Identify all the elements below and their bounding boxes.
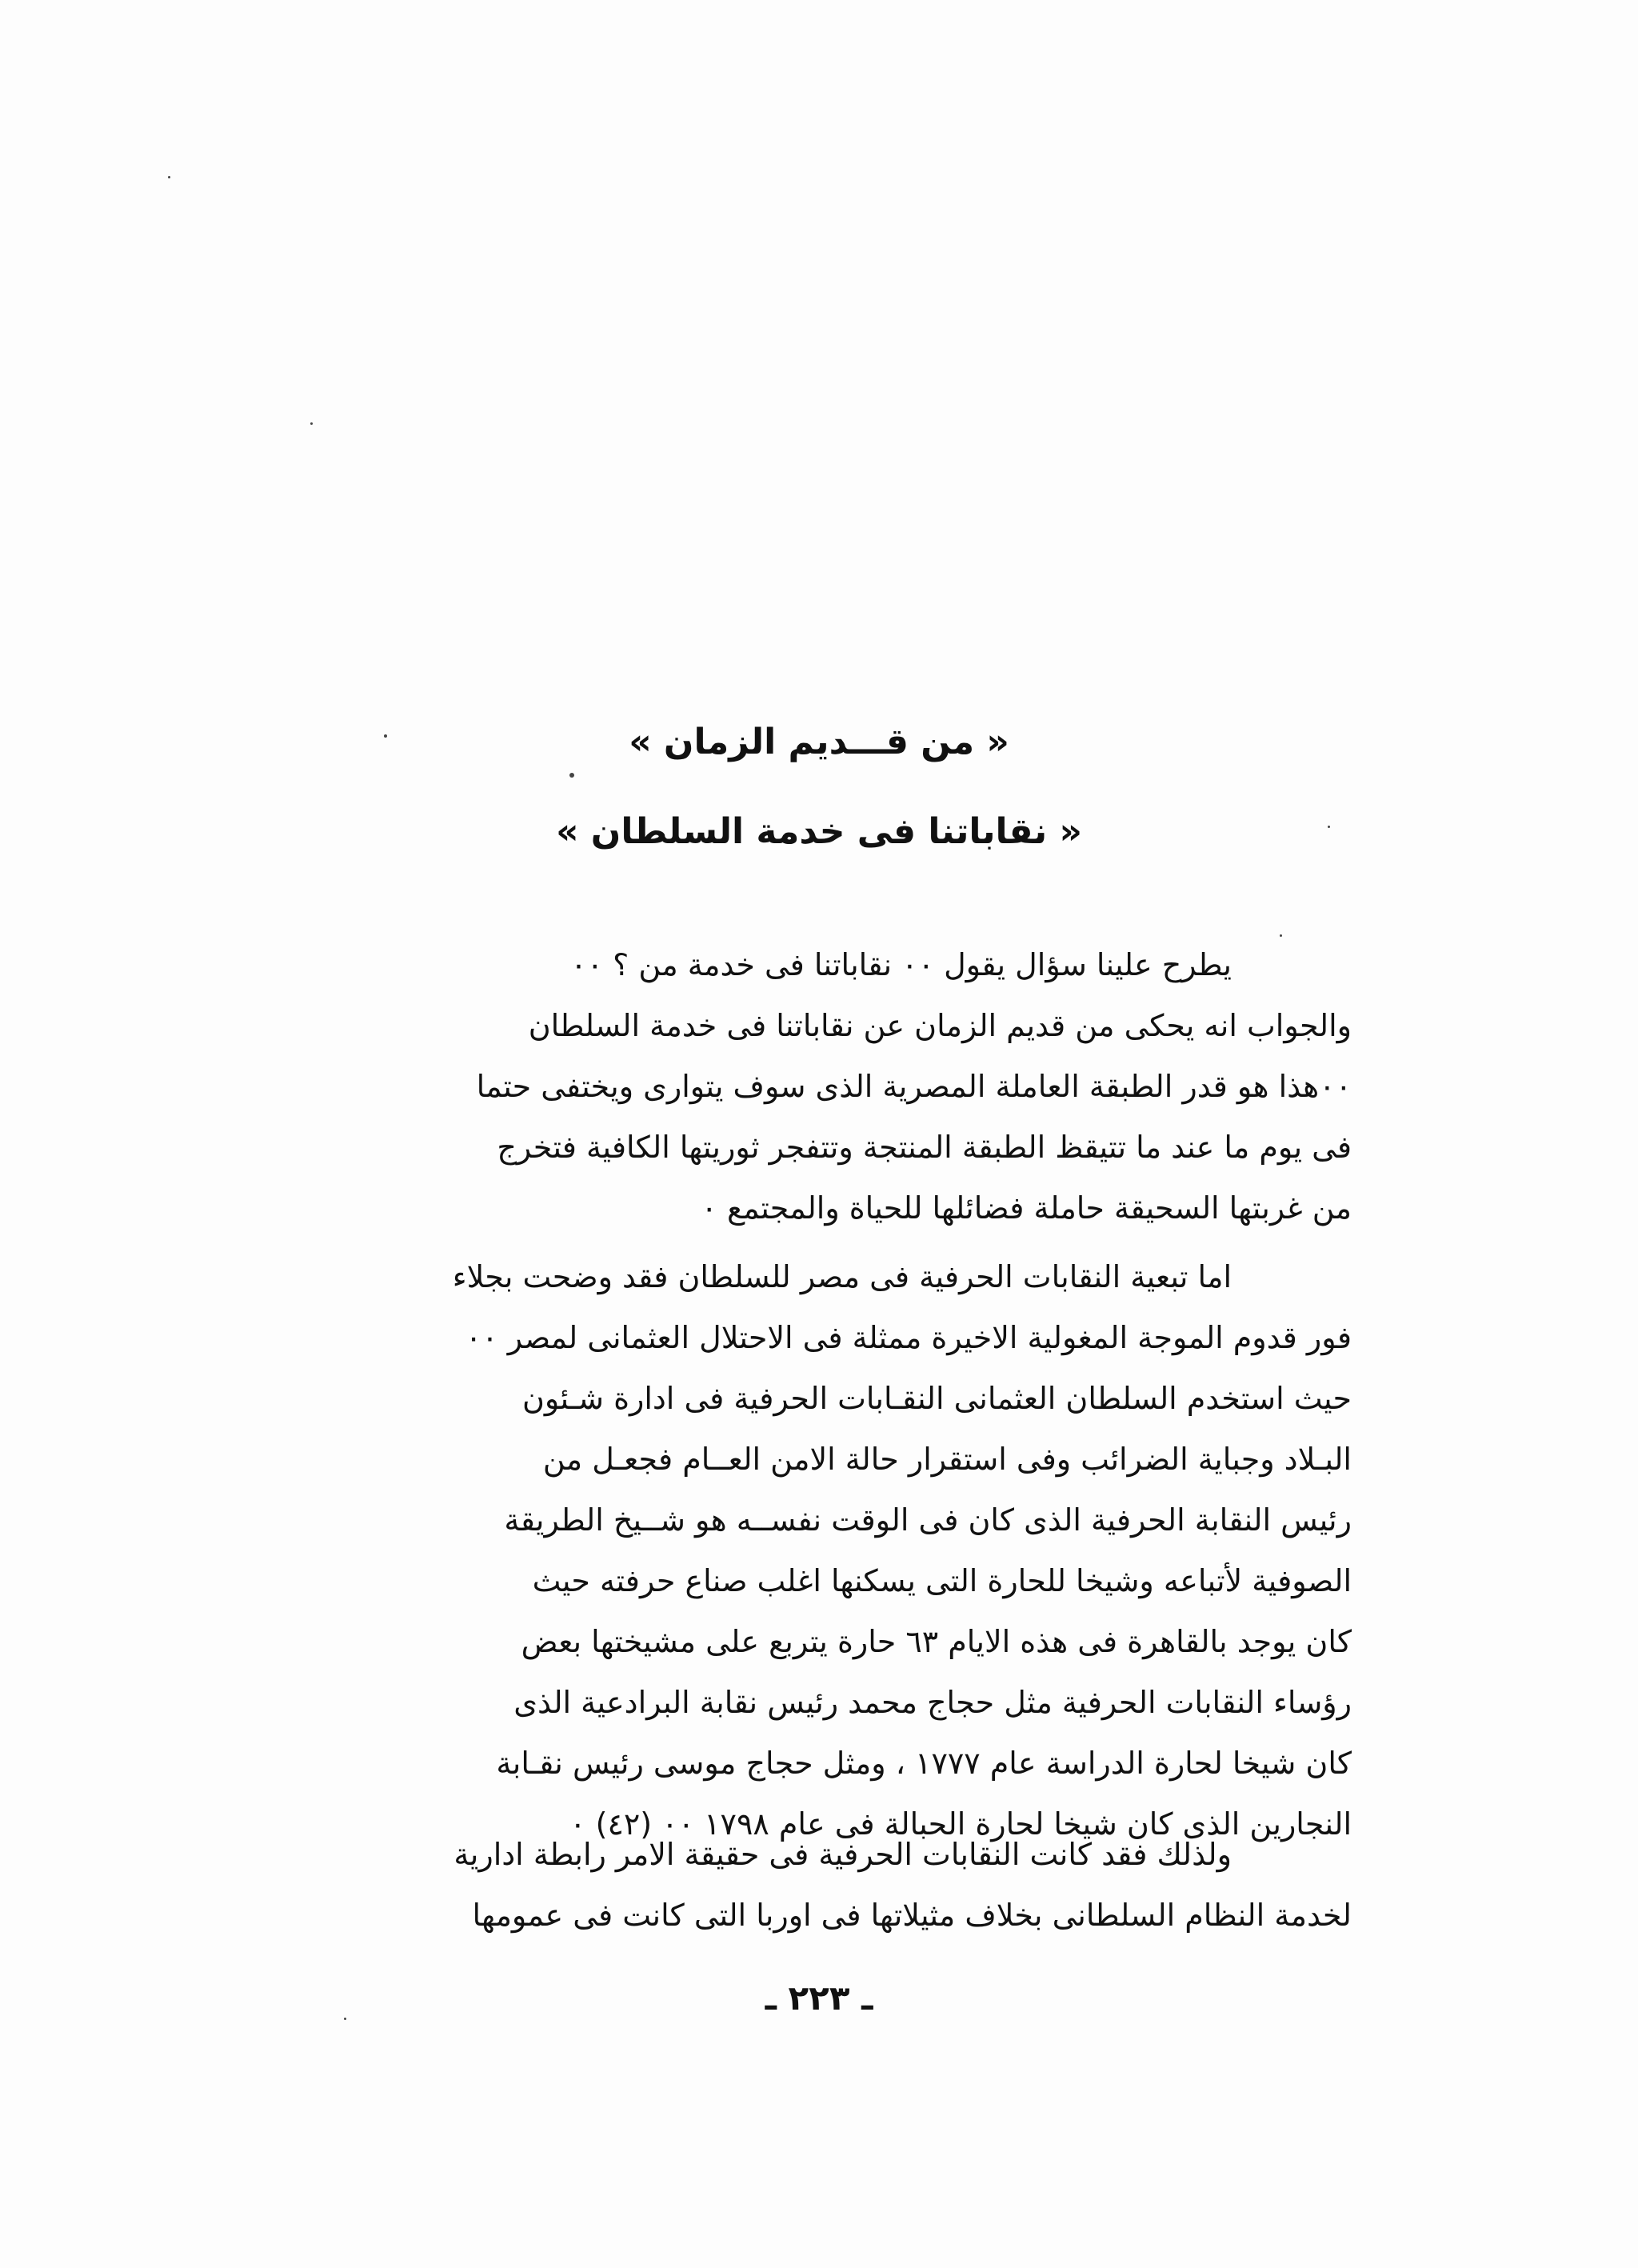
text-line: يطرح علينا سؤال يقول ٠٠ نقاباتنا فى خدمة من ؟ ٠٠ bbox=[570, 947, 1232, 982]
text-line: حيث استخدم السلطان العثمانى النقـابات الحرفية فى ادارة شـئون bbox=[522, 1381, 1352, 1416]
text-line: والجواب انه يحكى من قديم الزمان عن نقاباتنا فى خدمة السلطان bbox=[528, 1008, 1352, 1043]
scan-speck bbox=[569, 773, 574, 778]
page-number: ـ ٢٢٣ ـ bbox=[765, 1978, 873, 2018]
scan-speck bbox=[168, 176, 170, 178]
paragraph-2 bbox=[298, 1246, 1352, 1854]
scan-speck bbox=[344, 2018, 346, 2020]
text-line: ٠٠هذا هو قدر الطبقة العاملة المصرية الذى سوف يتوارى ويختفى حتما bbox=[476, 1069, 1352, 1104]
text-line: لخدمة النظام السلطانى بخلاف مثيلاتها فى اوربا التى كانت فى عمومها bbox=[472, 1898, 1352, 1933]
text-line: ولذلك فقد كانت النقابات الحرفية فى حقيقة الامر رابطة ادارية bbox=[453, 1837, 1232, 1872]
text-line: الصوفية لأتباعه وشيخا للحارة التى يسكنها اغلب صناع حرفته حيث bbox=[532, 1563, 1352, 1598]
text-line: النجارين الذى كان شيخا لحارة الحبالة فى عام ١٧٩٨ ٠٠ (٤٢) ٠ bbox=[569, 1806, 1352, 1842]
chapter-subtitle: « نقاباتنا فى خدمة السلطان » bbox=[556, 811, 1082, 852]
text-line: فى يوم ما عند ما تتيقظ الطبقة المنتجة وتتفجر ثوريتها الكافية فتخرج bbox=[497, 1130, 1352, 1165]
paragraph-3 bbox=[298, 1824, 1352, 1946]
text-line: كان شيخا لحارة الدراسة عام ١٧٧٧ ، ومثل حجاج موسى رئيس نقـابة bbox=[496, 1746, 1352, 1781]
scan-speck bbox=[1280, 934, 1282, 937]
scan-speck bbox=[384, 734, 387, 738]
text-line: اما تبعية النقابات الحرفية فى مصر للسلطان فقد وضحت بجلاء bbox=[452, 1259, 1232, 1294]
text-line: فور قدوم الموجة المغولية الاخيرة ممثلة فى الاحتلال العثمانى لمصر ٠٠ bbox=[465, 1320, 1352, 1355]
paragraph-1 bbox=[298, 934, 1352, 1238]
text-line: رؤساء النقابات الحرفية مثل حجاج محمد رئيس نقابة البرادعية الذى bbox=[513, 1685, 1352, 1720]
chapter-title: « من قـــديم الزمان » bbox=[629, 722, 1009, 762]
text-line: رئيس النقابة الحرفية الذى كان فى الوقت نفســه هو شــيخ الطريقة bbox=[504, 1502, 1352, 1538]
text-line: من غربتها السحيقة حاملة فضائلها للحياة والمجتمع ٠ bbox=[701, 1190, 1352, 1226]
text-line: كان يوجد بالقاهرة فى هذه الايام ٦٣ حارة يتربع على مشيختها بعض bbox=[521, 1624, 1352, 1659]
scan-speck bbox=[1328, 826, 1330, 828]
text-line: البـلاد وجباية الضرائب وفى استقرار حالة الامن العــام فجعـل من bbox=[542, 1442, 1352, 1477]
scan-speck bbox=[310, 422, 313, 425]
